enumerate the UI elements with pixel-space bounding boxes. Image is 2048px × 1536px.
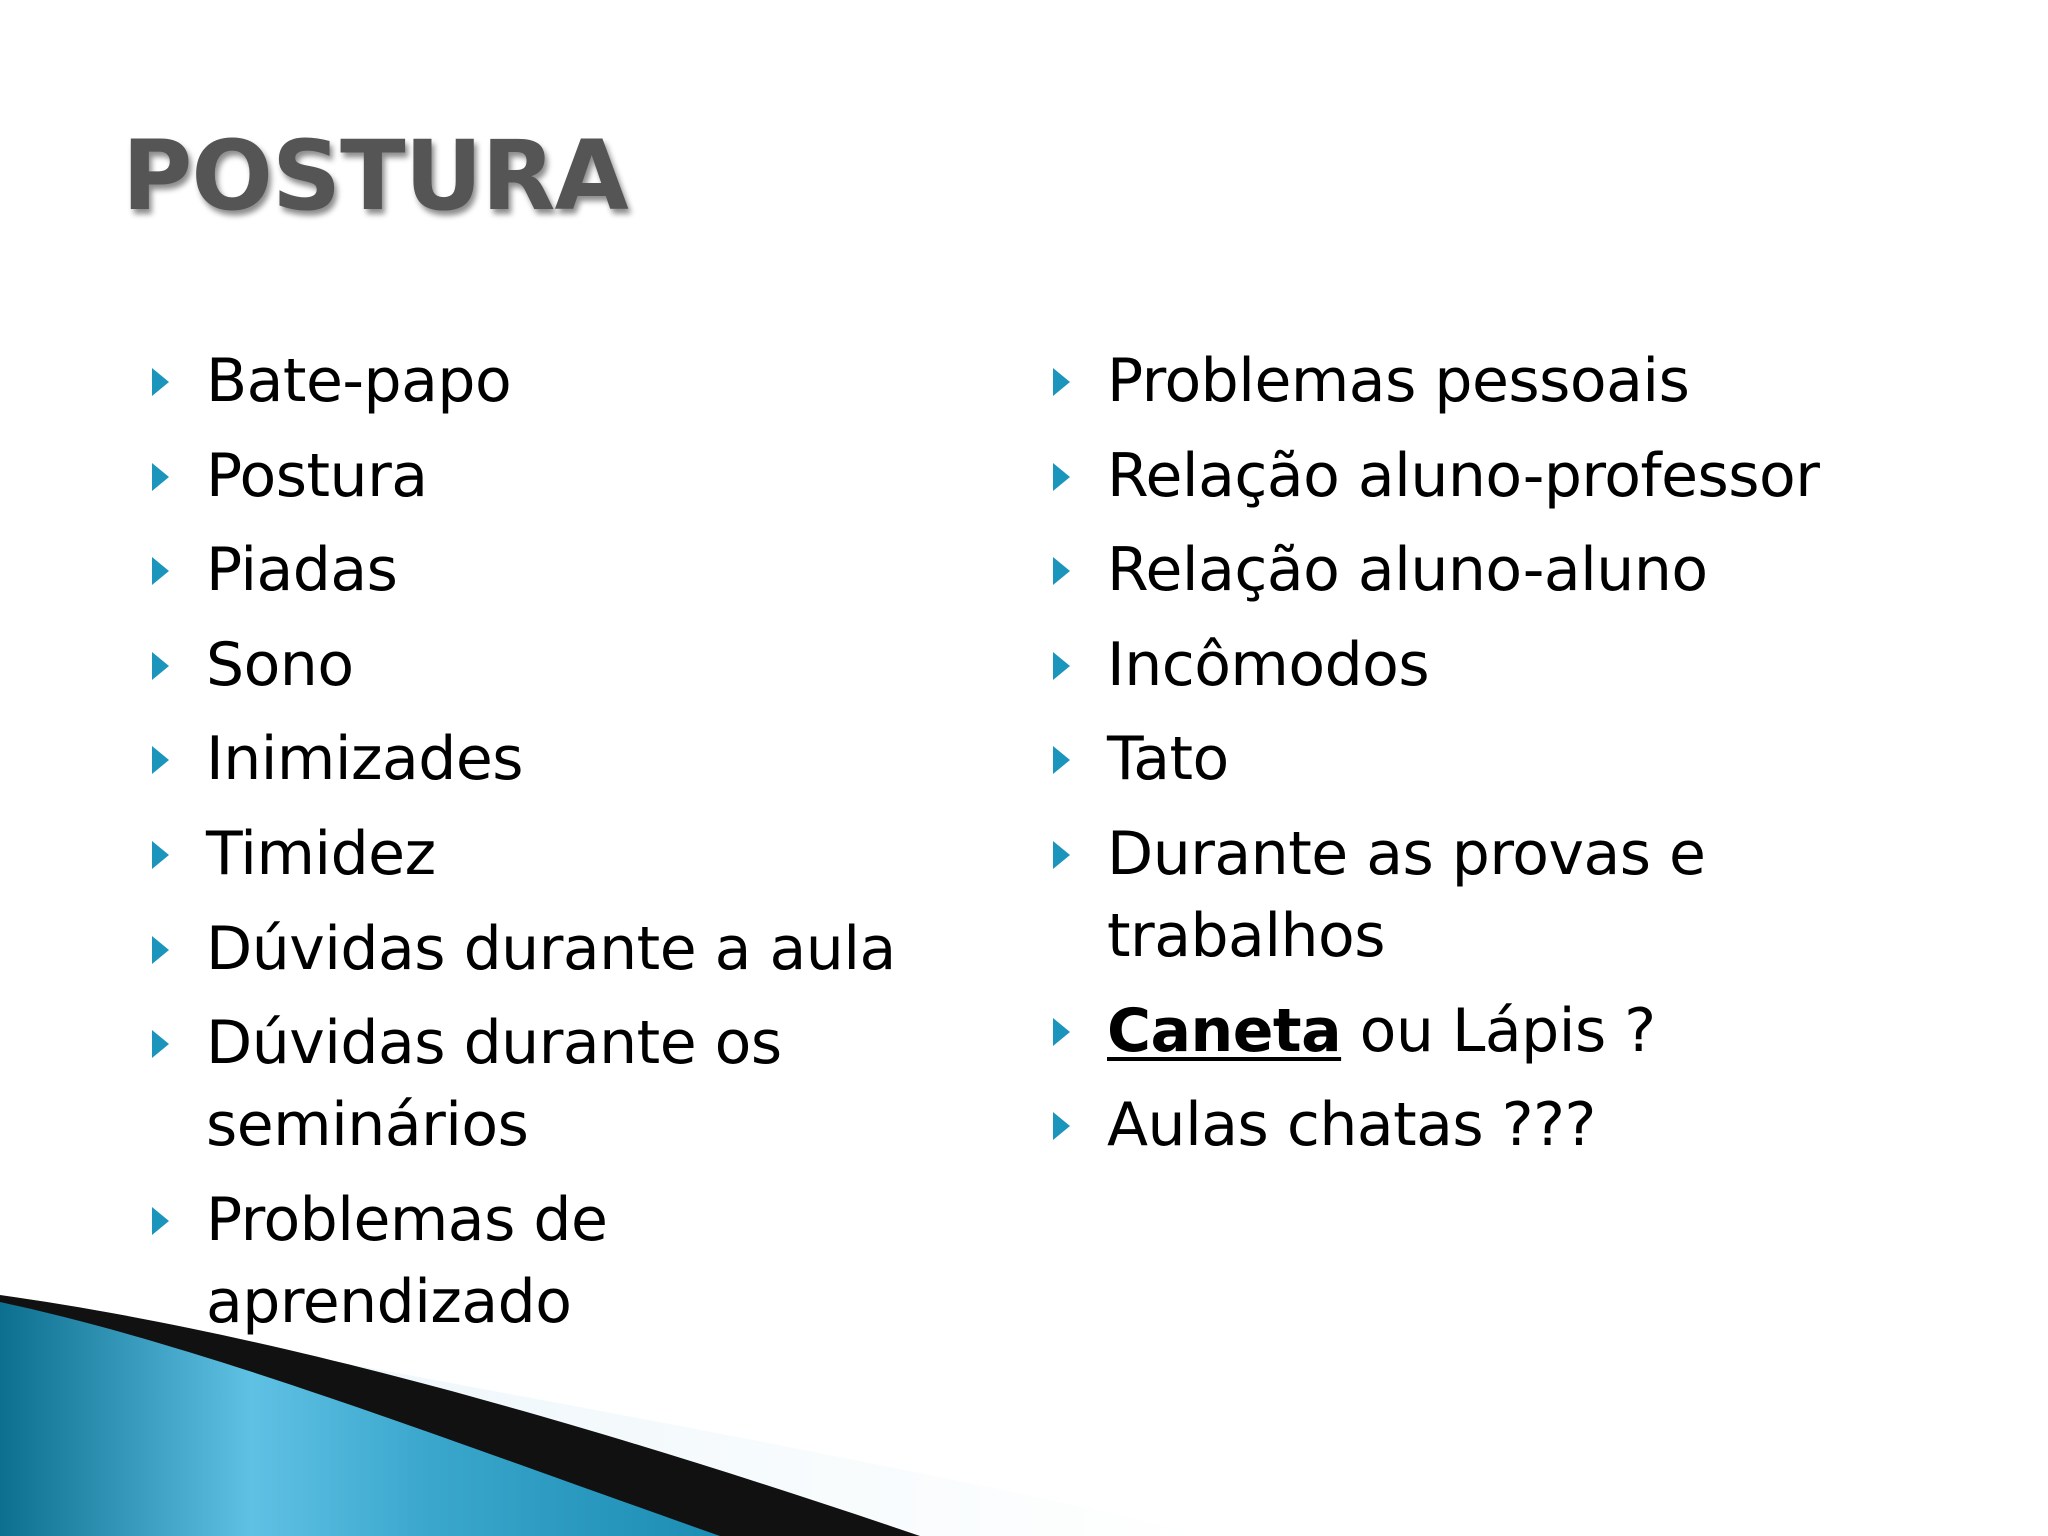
list-item-text: Incômodos [1107,629,1430,700]
list-item-text: ou Lápis ? [1341,995,1656,1066]
list-item-text: Relação aluno-professor [1107,440,1820,511]
list-item-text: Postura [206,440,428,511]
list-item-text: Dúvidas durante a aula [206,913,896,984]
list-item-text: Sono [206,629,354,700]
list-item-emphasis: Caneta [1107,995,1342,1066]
slide-title: POSTURA [122,120,628,232]
list-item-text: Piadas [206,535,398,606]
list-item-text: Relação aluno-aluno [1107,535,1708,606]
list-item-text: Dúvidas durante os seminários [206,1008,782,1161]
list-item-text: Durante as provas e trabalhos [1107,818,1706,971]
list-item-text: Bate-papo [206,346,512,416]
list-item-text: Aulas chatas ??? [1107,1090,1596,1161]
list-item-text: Problemas pessoais [1107,346,1690,416]
list-item-text: Timidez [206,818,436,889]
list-item-text: Inimizades [206,724,524,795]
list-item-text: Problemas de aprendizado [206,1184,608,1337]
list-item-text: Tato [1107,724,1229,795]
